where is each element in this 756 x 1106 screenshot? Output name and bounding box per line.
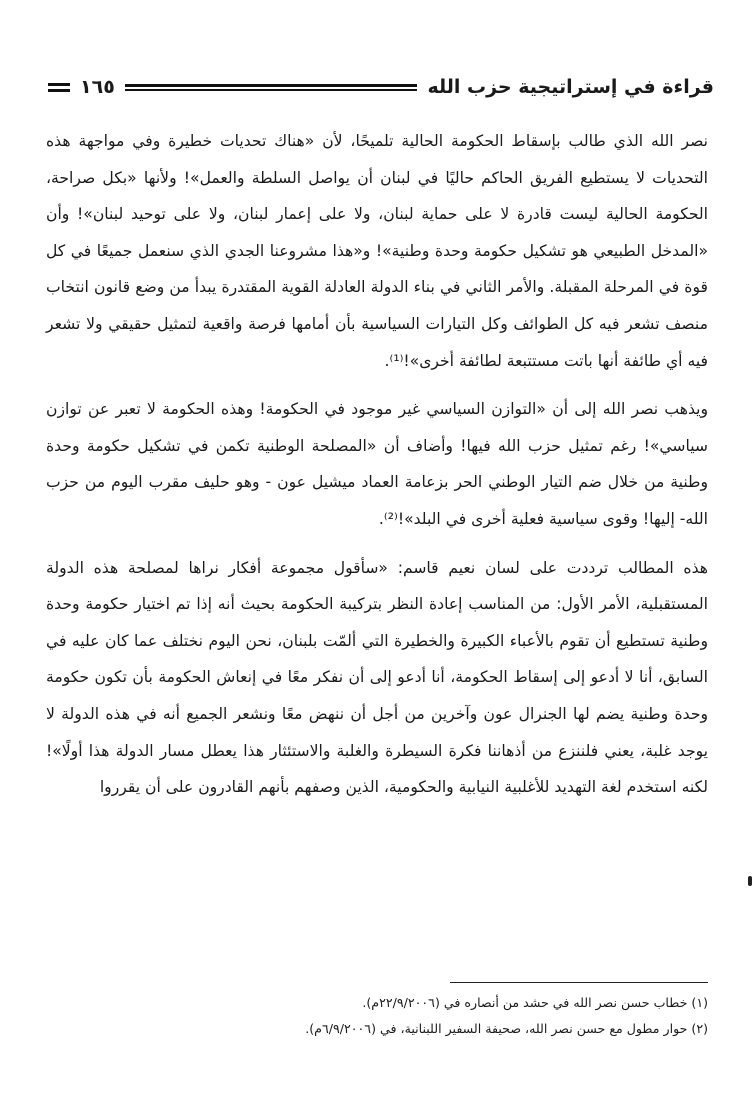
paragraph-1: نصر الله الذي طالب بإسقاط الحكومة الحالية تلميحًا، لأن «هناك تحديات خطيرة وفي مواجهة هذه التحديات لا يستطيع الفريق الحاكم حاليًا في لبنان أن يواصل السلطة والعمل»! ولأنها «بكل صراحة، الحكومة الحالية ليست قادرة لا على حماية لبنان، ولا على إعمار لبنان، ولا على توحيد لبنان»! وأن «المدخل الطبيعي هو تشكيل حكومة وحدة وطنية»! و«هذا مشروعنا الجدي الذي سنعمل جميعًا في كل قوة في المرحلة المقبلة. والأمر الثاني في بناء الدولة العادلة القوية المقتدرة يبدأ من وضع قانون انتخاب منصف تشعر فيه كل الطوائف وكل التيارات السياسية بأن أمامها فرصة واقعية لتمثيل حقيقي ولا تشعر فيه أي طائفة أنها باتت مستتبعة لطائفة أخرى»!⁽¹⁾. <box>46 132 708 370</box>
header-rule <box>125 84 418 91</box>
paragraph-spacer <box>46 538 708 550</box>
paragraph-spacer <box>46 379 708 391</box>
header-title: قراءة في إستراتيجية حزب الله <box>427 76 714 98</box>
footnotes <box>46 990 708 1042</box>
body-text <box>46 123 708 806</box>
margin-mark <box>748 876 752 886</box>
running-header <box>48 70 714 104</box>
page-number: ١٦٥ <box>80 76 115 98</box>
footnote-2: (٢) حوار مطول مع حسن نصر الله، صحيفة السفير اللبنانية، في (٦/٩/٢٠٠٦م). <box>305 1021 708 1036</box>
paragraph-2: ويذهب نصر الله إلى أن «التوازن السياسي غير موجود في الحكومة! وهذه الحكومة لا تعبر عن توازن سياسي»! رغم تمثيل حزب الله فيها! وأضاف أن «المصلحة الوطنية تكمن في تشكيل حكومة وحدة وطنية من خلال ضم التيار الوطني الحر بزعامة العماد ميشيل عون - وهو حليف مقرب اليوم من حزب الله- إليها! وقوى سياسية فعلية أخرى في البلد»!⁽²⁾. <box>46 400 708 528</box>
header-double-bar <box>48 83 70 92</box>
paragraph-3: هذه المطالب ترددت على لسان نعيم قاسم: «سأقول مجموعة أفكار نراها لمصلحة هذه الدولة المستقبلية، الأمر الأول: من المناسب إعادة النظر بتركيبة الحكومة بحيث أنه إذا تم اختيار حكومة وحدة وطنية تستطيع أن تقوم بالأعباء الكبيرة والخطيرة التي ألمّت بلبنان، نحن اليوم نختلف عما كان عليه في السابق، أنا لا أدعو إلى إسقاط الحكومة، أنا أدعو إلى أن نفكر معًا في إنعاش الحكومة بأن تكون حكومة وحدة وطنية يضم لها الجنرال عون وآخرين من أجل أن ننهض معًا ونشعر الجميع أنه في هذه الدولة لا يوجد غلبة، يعني فلننزع من أذهاننا فكرة السيطرة والغلبة والاستئثار هذا يعطل مسار الدولة هذا أولًا»! لكنه استخدم لغة التهديد للأغلبية النيابية والحكومية، الذين وصفهم بأنهم القادرون على أن يقرروا <box>46 558 708 797</box>
footnote-separator <box>450 982 708 983</box>
footnote-1: (١) خطاب حسن نصر الله في حشد من أنصاره في (٢٢/٩/٢٠٠٦م). <box>362 995 708 1010</box>
